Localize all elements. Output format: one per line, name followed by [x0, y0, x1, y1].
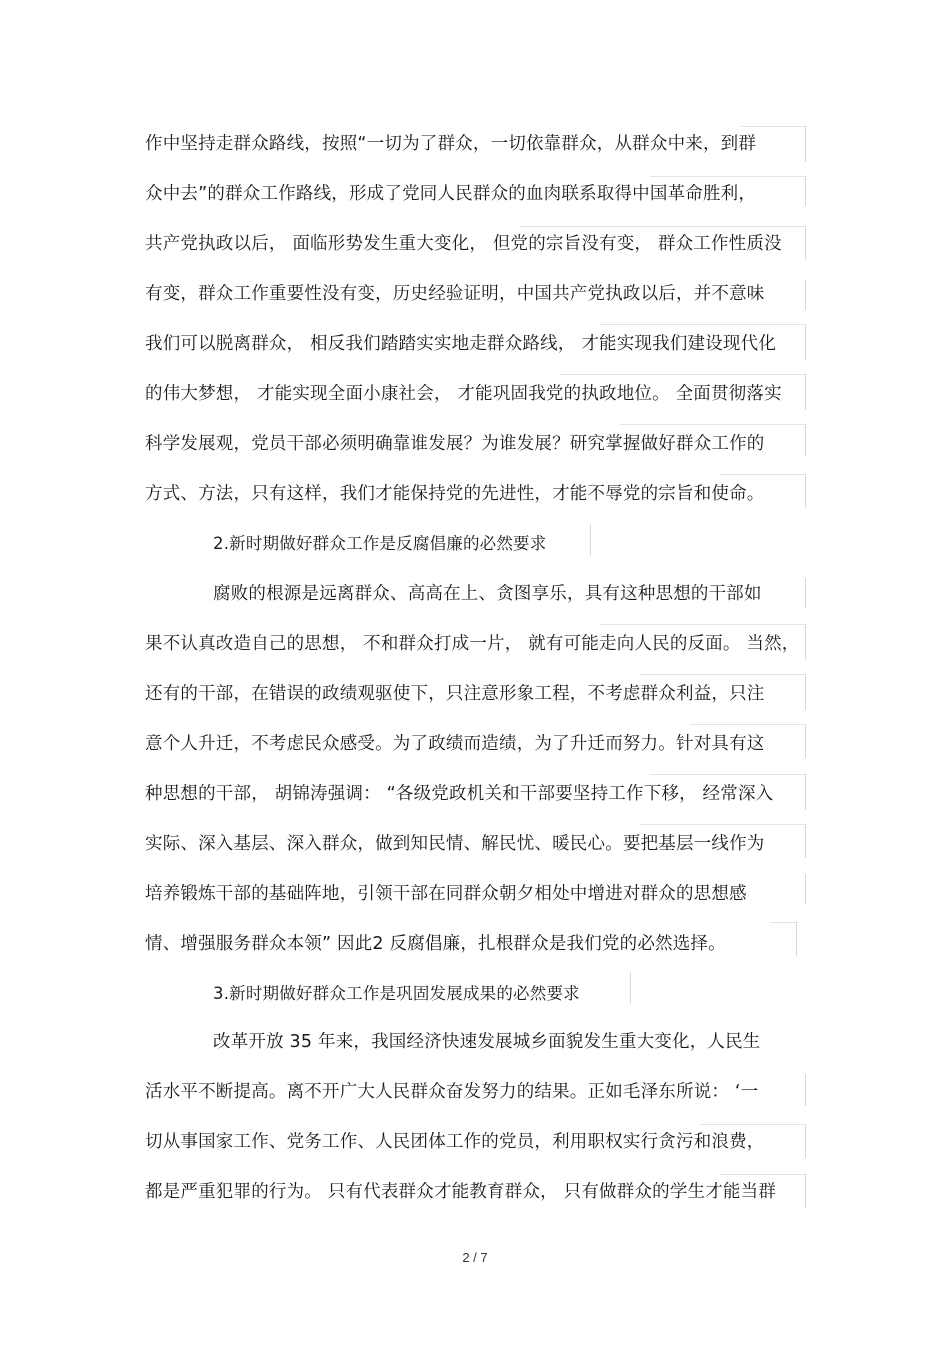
ruling-line — [520, 226, 806, 227]
ruling-line — [805, 824, 806, 858]
ruling-line — [805, 374, 806, 410]
ruling-line — [690, 724, 806, 725]
ruling-line — [740, 126, 806, 127]
ruling-line — [590, 524, 591, 556]
ruling-line — [770, 922, 798, 923]
ruling-line — [640, 674, 806, 675]
ruling-line — [805, 126, 806, 162]
text-line: 情、增强服务群众本领” 因此2 反腐倡廉，扎根群众是我们党的必然选择。 — [145, 934, 726, 954]
ruling-line — [805, 724, 806, 758]
ruling-line — [630, 972, 631, 1004]
ruling-line — [805, 674, 806, 710]
text-line: 培养锻炼干部的基础阵地，引领干部在同群众朝夕相处中增进对群众的思想感 — [145, 884, 747, 904]
ruling-line — [600, 324, 806, 325]
ruling-line — [650, 176, 806, 177]
text-line: 我们可以脱离群众， 相反我们踏踏实实地走群众路线， 才能实现我们建设现代化 — [145, 334, 777, 354]
ruling-line — [796, 922, 797, 956]
ruling-line — [805, 424, 806, 456]
ruling-line — [720, 1174, 806, 1175]
section-heading: 3.新时期做好群众工作是巩固发展成果的必然要求 — [213, 984, 580, 1003]
text-line: 的伟大梦想， 才能实现全面小康社会， 才能巩固我党的执政地位。 全面贯彻落实 — [145, 384, 782, 404]
text-line: 种思想的干部， 胡锦涛强调： “各级党政机关和干部要坚持工作下移， 经常深入 — [145, 784, 774, 804]
text-line: 意个人升迁，不考虑民众感受。为了政绩而造绩，为了升迁而努力。针对具有这 — [145, 734, 765, 754]
text-line: 腐败的根源是远离群众、高高在上、贪图享乐，具有这种思想的干部如 — [213, 584, 762, 604]
text-line: 还有的干部，在错误的政绩观驱使下，只注意形象工程，不考虑群众利益，只注 — [145, 684, 765, 704]
text-line: 改革开放 35 年来，我国经济快速发展城乡面貌发生重大变化，人民生 — [213, 1032, 761, 1052]
ruling-line — [805, 226, 806, 260]
ruling-line — [620, 424, 806, 425]
text-line: 果不认真改造自己的思想， 不和群众打成一片， 就有可能走向人民的反面。 当然， — [145, 634, 800, 654]
ruling-line — [805, 474, 806, 508]
text-line: 共产党执政以后， 面临形势发生重大变化， 但党的宗旨没有变， 群众工作性质没 — [145, 234, 782, 254]
ruling-line — [805, 324, 806, 360]
text-line: 活水平不断提高。离不开广大人民群众奋发努力的结果。正如毛泽东所说： ‘一 — [145, 1082, 759, 1102]
ruling-line — [805, 280, 806, 310]
text-line: 实际、深入基层、深入群众，做到知民情、解民忧、暖民心。要把基层一线作为 — [145, 834, 765, 854]
section-heading: 2.新时期做好群众工作是反腐倡廉的必然要求 — [213, 534, 547, 553]
text-line: 方式、方法，只有这样，我们才能保持党的先进性，才能不辱党的宗旨和使命。 — [145, 484, 765, 504]
text-line: 众中去”的群众工作路线，形成了党同人民群众的血肉联系取得中国革命胜利， — [145, 184, 757, 204]
ruling-line — [805, 1174, 806, 1208]
text-line: 作中坚持走群众路线，按照“一切为了群众，一切依靠群众，从群众中来，到群 — [145, 134, 757, 154]
text-line: 都是严重犯罪的行为。 只有代表群众才能教育群众， 只有做群众的学生才能当群 — [145, 1182, 777, 1202]
page-indicator: 2 / 7 — [462, 1250, 488, 1265]
ruling-line — [805, 1074, 806, 1106]
ruling-line — [805, 176, 806, 206]
ruling-line — [805, 1124, 806, 1158]
ruling-line — [650, 774, 806, 775]
ruling-line — [640, 824, 806, 825]
ruling-line — [700, 1124, 806, 1125]
ruling-line — [805, 874, 806, 904]
text-line: 有变，群众工作重要性没有变，历史经验证明，中国共产党执政以后，并不意味 — [145, 284, 765, 304]
ruling-line — [600, 624, 806, 625]
text-line: 切从事国家工作、党务工作、人民团体工作的党员，利用职权实行贪污和浪费， — [145, 1132, 765, 1152]
ruling-line — [805, 624, 806, 660]
ruling-line — [805, 774, 806, 810]
ruling-line — [560, 374, 806, 375]
ruling-line — [720, 474, 806, 475]
text-line: 科学发展观，党员干部必须明确靠谁发展？为谁发展？研究掌握做好群众工作的 — [145, 434, 765, 454]
ruling-line — [805, 578, 806, 608]
